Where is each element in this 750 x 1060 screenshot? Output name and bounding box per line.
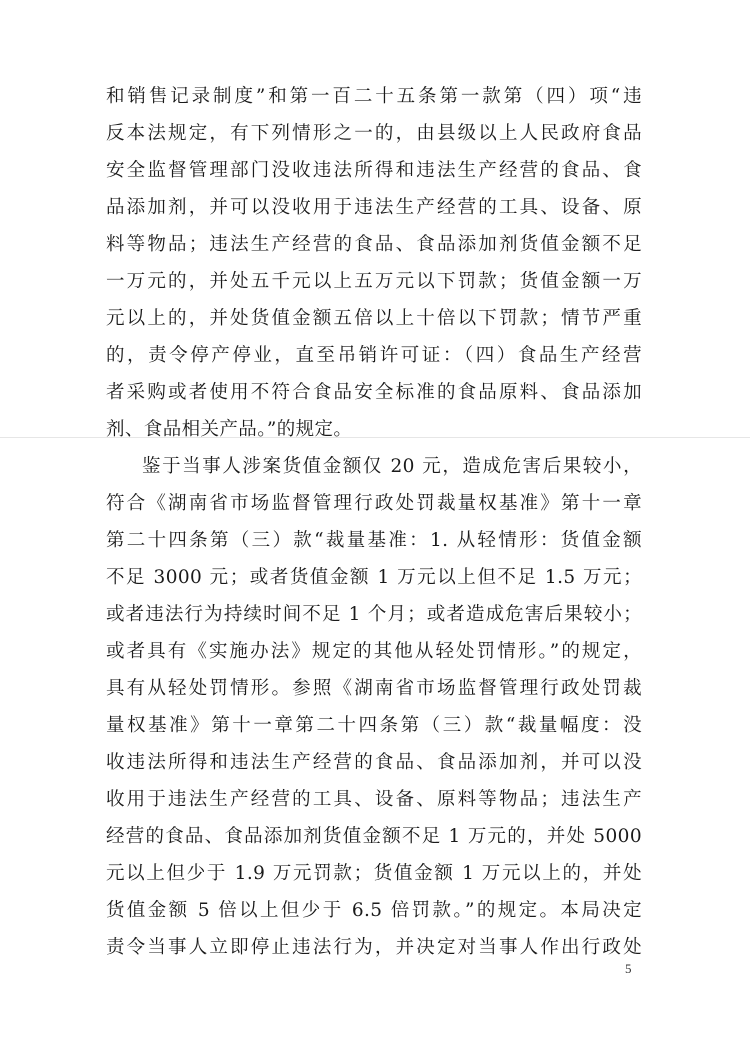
paragraph-1-line-3: 安全监督管理部门没收违法所得和违法生产经营的食品、食 <box>106 160 642 181</box>
paragraph-2-line-11: 经营的食品、食品添加剂货值金额不足 1 万元的，并处 5000 <box>106 826 642 847</box>
paragraph-2-line-14: 责令当事人立即停止违法行为，并决定对当事人作出行政处 <box>106 937 642 958</box>
paragraph-2-line-12: 元以上但少于 1.9 万元罚款；货值金额 1 万元以上的，并处 <box>106 863 642 884</box>
paragraph-2-line-10: 收用于违法生产经营的工具、设备、原料等物品；违法生产 <box>106 789 642 810</box>
paragraph-1-line-8: 的，责令停产停业，直至吊销许可证：（四）食品生产经营 <box>106 345 642 366</box>
paragraph-1-line-4: 品添加剂，并可以没收用于违法生产经营的工具、设备、原 <box>106 197 642 218</box>
document-body <box>106 78 642 966</box>
paragraph-2-line-7: 具有从轻处罚情形。参照《湖南省市场监督管理行政处罚裁 <box>106 678 642 699</box>
paragraph-1-line-5: 料等物品；违法生产经营的食品、食品添加剂货值金额不足 <box>106 234 642 255</box>
paragraph-1-line-7: 元以上的，并处货值金额五倍以上十倍以下罚款；情节严重 <box>106 308 642 329</box>
paragraph-2-line-13: 货值金额 5 倍以上但少于 6.5 倍罚款。”的规定。本局决定 <box>106 900 642 921</box>
paragraph-1-line-10: 剂、食品相关产品。”的规定。 <box>106 419 353 440</box>
paragraph-1-line-9: 者采购或者使用不符合食品安全标准的食品原料、食品添加 <box>106 382 642 403</box>
paragraph-2-line-2: 符合《湖南省市场监督管理行政处罚裁量权基准》第十一章 <box>106 493 642 514</box>
paragraph-2-line-9: 收违法所得和违法生产经营的食品、食品添加剂，并可以没 <box>106 752 642 773</box>
paragraph-2-line-5: 或者违法行为持续时间不足 1 个月；或者造成危害后果较小； <box>106 604 642 625</box>
paragraph-2-line-8: 量权基准》第十一章第二十四条第（三）款“裁量幅度：没 <box>106 715 642 736</box>
paragraph-2-line-3: 第二十四条第（三）款“裁量基准：1. 从轻情形：货值金额 <box>106 530 642 551</box>
paragraph-1-line-1: 和销售记录制度”和第一百二十五条第一款第（四）项“违 <box>106 86 642 107</box>
paragraph-1-line-2: 反本法规定，有下列情形之一的，由县级以上人民政府食品 <box>106 123 642 144</box>
paragraph-2-line-6: 或者具有《实施办法》规定的其他从轻处罚情形。”的规定， <box>106 641 642 662</box>
paragraph-2-line-1: 鉴于当事人涉案货值金额仅 20 元，造成危害后果较小， <box>142 456 642 477</box>
page-number: 5 <box>625 961 632 976</box>
paragraph-2-line-4: 不足 3000 元；或者货值金额 1 万元以上但不足 1.5 万元； <box>106 567 642 588</box>
paragraph-1-line-6: 一万元的，并处五千元以上五万元以下罚款；货值金额一万 <box>106 271 642 292</box>
